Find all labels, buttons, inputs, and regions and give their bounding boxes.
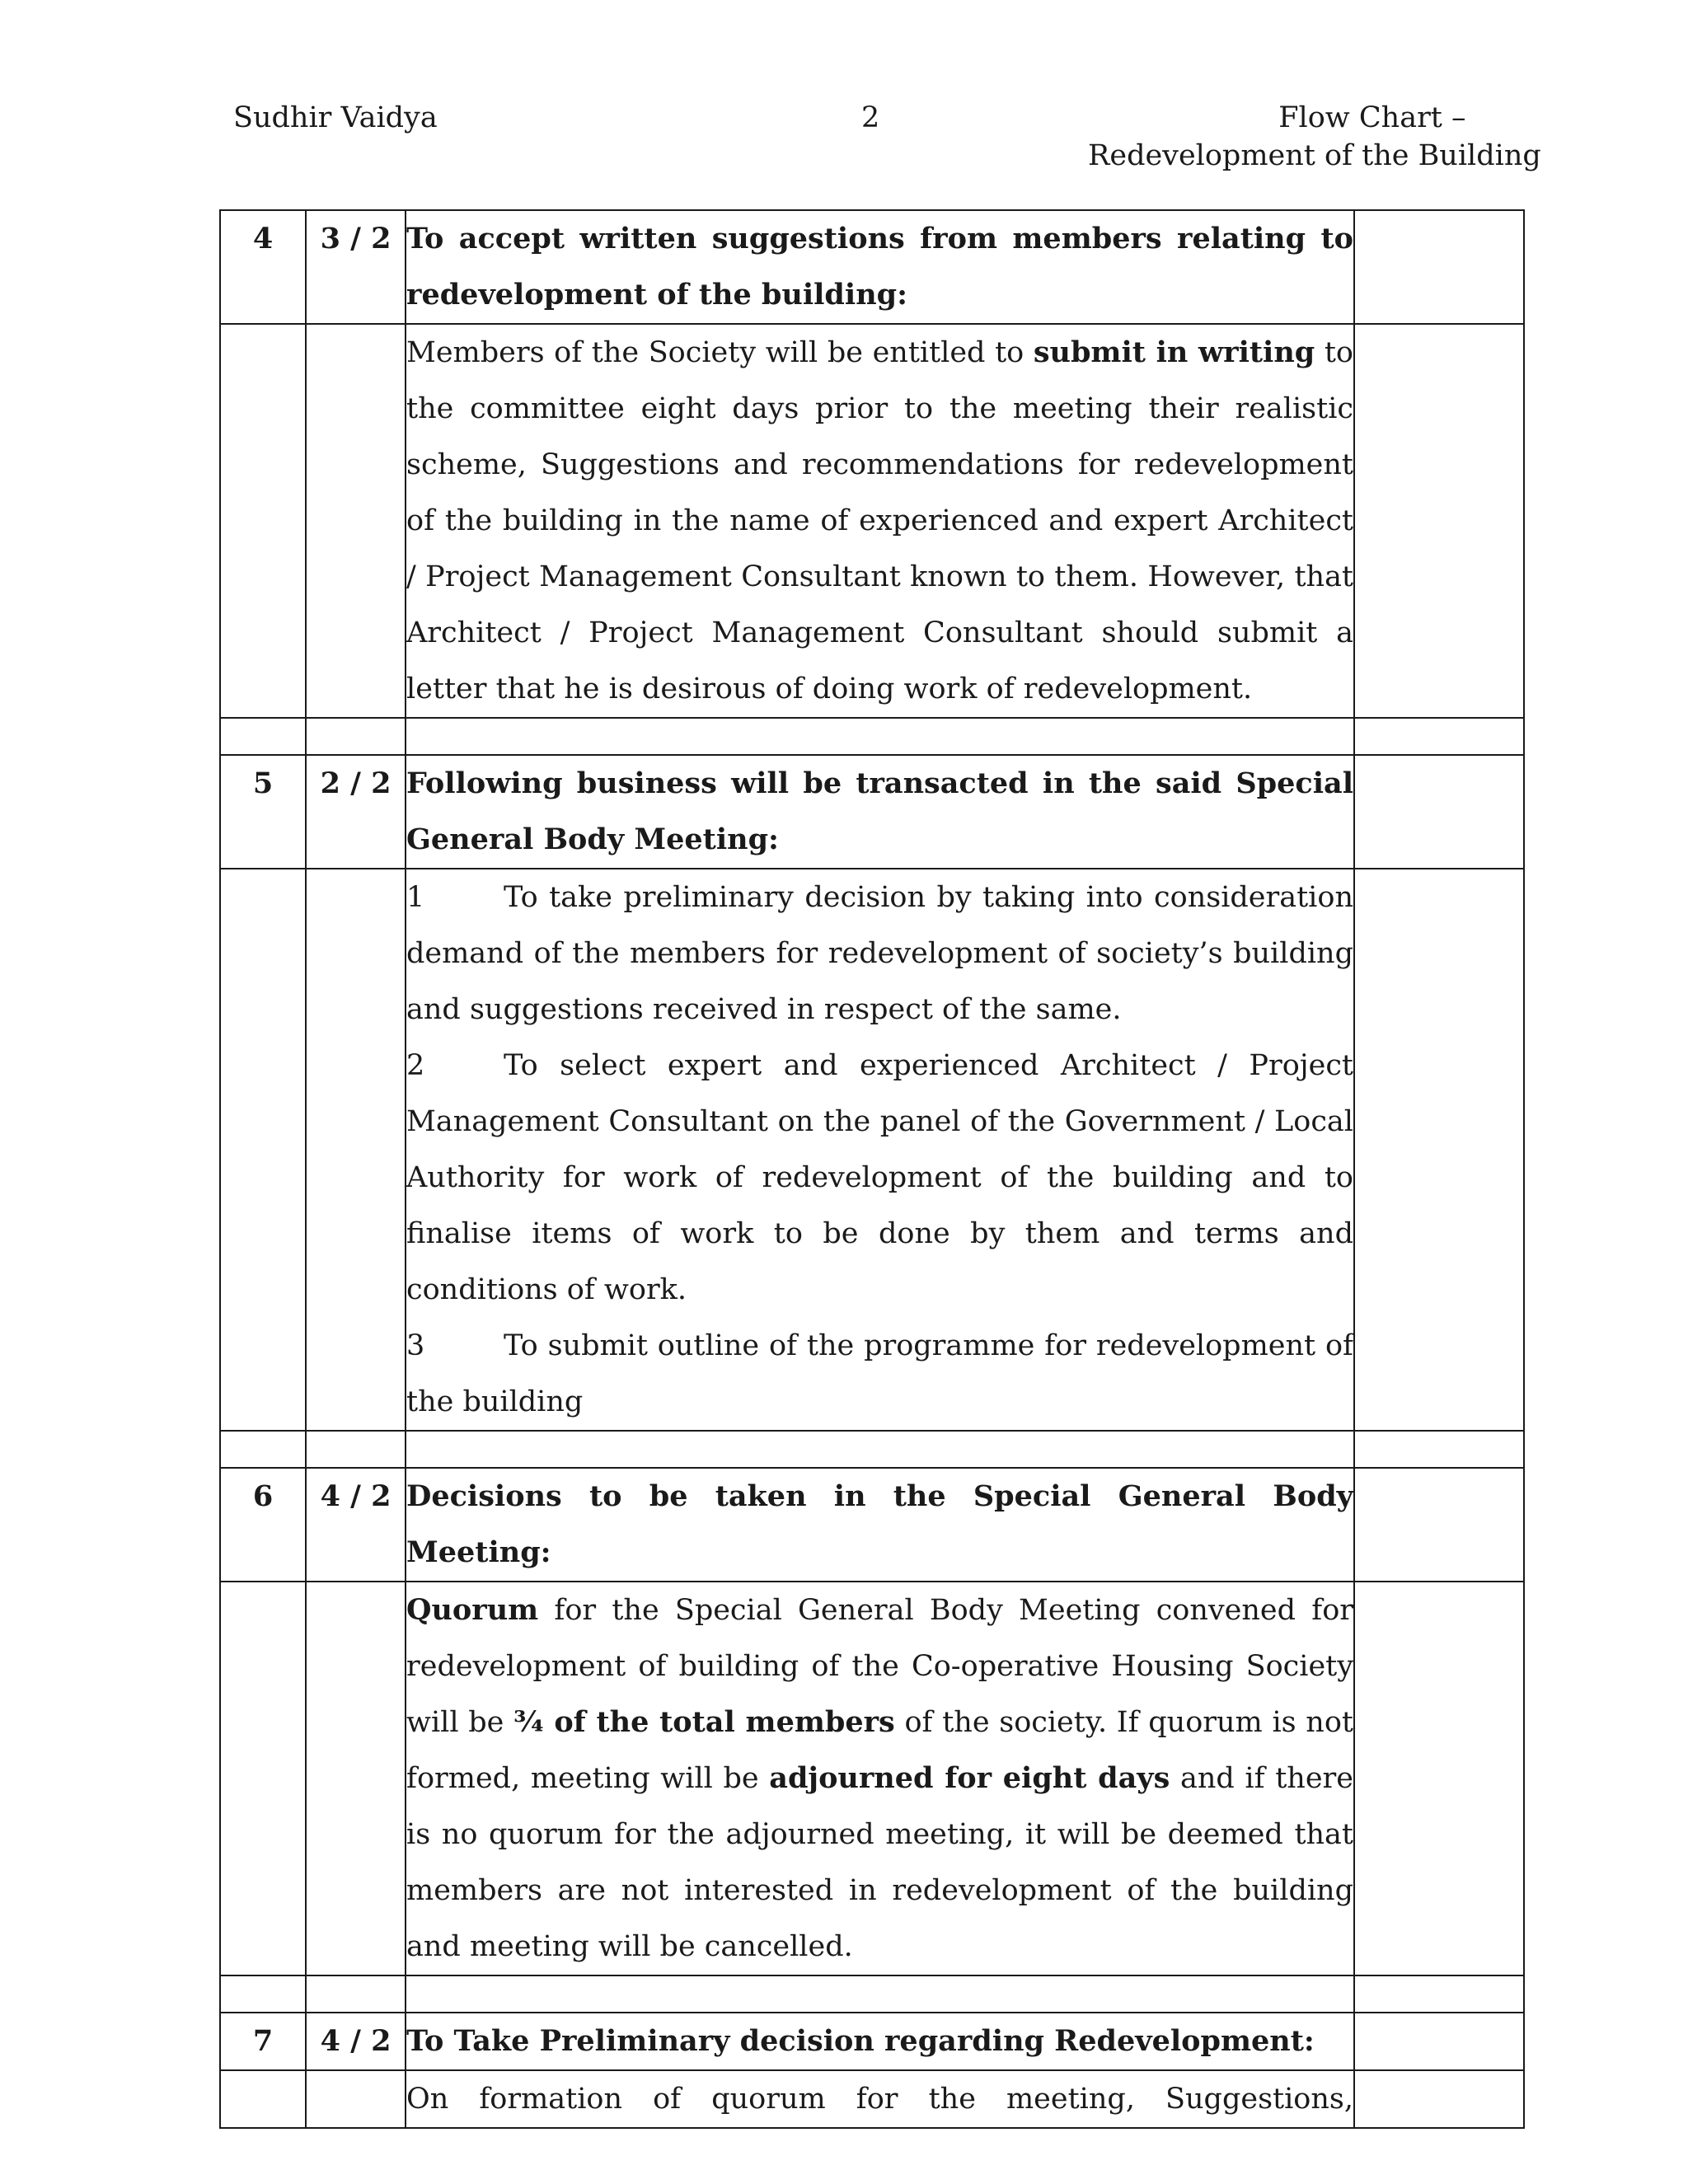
step-description: Quorum for the Special General Body Meeting convened for redevelopment of building of the Co-operative Housing Society will be ¾ of the total members of the society. If quorum is not formed, meeting will be adjourned for eight days and if there is no quorum for the adjourned meeting, it will be deemed that members are not interested in redevelopment of the building and meeting will be cancelled. bbox=[406, 1582, 1354, 1975]
spacer-row bbox=[220, 718, 1524, 755]
header-page-number: 2 bbox=[861, 101, 880, 134]
step-description: Members of the Society will be entitled to submit in writing to the committee eight days prior to the meeting their realistic scheme, Suggestions and recommendations for redevelopment of the building in the name of experienced and expert Architect / Project Management Consultant known to them. However, that Architect / Project Management Consultant should submit a letter that he is desirous of doing work of redevelopment. bbox=[406, 324, 1354, 718]
step-title: To Take Preliminary decision regarding Redevelopment: bbox=[406, 2013, 1354, 2070]
table-row bbox=[220, 2070, 1524, 2128]
remarks-cell bbox=[1354, 755, 1524, 869]
section-reference bbox=[306, 869, 406, 1431]
list-item: 3 To submit outline of the programme for redevelopment of the building bbox=[406, 1329, 1353, 1418]
step-title: Decisions to be taken in the Special General Body Meeting: bbox=[406, 1468, 1354, 1582]
header-title-line1: Flow Chart – bbox=[1278, 101, 1466, 134]
step-title: To accept written suggestions from members relating to redevelopment of the building: bbox=[406, 210, 1354, 324]
section-reference bbox=[306, 2070, 406, 2128]
step-number: 7 bbox=[220, 2013, 306, 2070]
spacer-row bbox=[220, 1431, 1524, 1468]
step-number: 5 bbox=[220, 755, 306, 869]
emphasis-text: adjourned for eight days bbox=[769, 1761, 1170, 1795]
emphasis-text: Quorum bbox=[406, 1593, 539, 1627]
table-row bbox=[220, 210, 1524, 324]
remarks-cell bbox=[1354, 210, 1524, 324]
emphasis-text: submit in writing bbox=[1033, 335, 1315, 369]
table-row bbox=[220, 324, 1524, 718]
header-title-line2: Redevelopment of the Building bbox=[1088, 139, 1541, 172]
step-description: On formation of quorum for the meeting, Suggestions, bbox=[406, 2070, 1354, 2128]
step-number bbox=[220, 1582, 306, 1975]
spacer-row bbox=[220, 1975, 1524, 2013]
step-number bbox=[220, 2070, 306, 2128]
step-number: 4 bbox=[220, 210, 306, 324]
section-reference bbox=[306, 324, 406, 718]
section-reference: 4 / 2 bbox=[306, 2013, 406, 2070]
remarks-cell bbox=[1354, 1468, 1524, 1582]
emphasis-text: ¾ of the total members bbox=[513, 1705, 895, 1739]
section-reference bbox=[306, 1582, 406, 1975]
section-reference: 2 / 2 bbox=[306, 755, 406, 869]
step-number: 6 bbox=[220, 1468, 306, 1582]
remarks-cell bbox=[1354, 2013, 1524, 2070]
table-row bbox=[220, 2013, 1524, 2070]
step-number bbox=[220, 869, 306, 1431]
table-row bbox=[220, 1468, 1524, 1582]
table-row bbox=[220, 1582, 1524, 1975]
step-number bbox=[220, 324, 306, 718]
remarks-cell bbox=[1354, 1582, 1524, 1975]
remarks-cell bbox=[1354, 2070, 1524, 2128]
section-reference: 3 / 2 bbox=[306, 210, 406, 324]
flow-chart-table bbox=[219, 209, 1525, 2129]
header-author: Sudhir Vaidya bbox=[233, 101, 438, 134]
table-row bbox=[220, 755, 1524, 869]
list-item: 2 To select expert and experienced Architect / Project Management Consultant on the panel of the Government / Local Authority for work of redevelopment of the building and to finalise items of work to be done by them and terms and conditions of work. bbox=[406, 1049, 1353, 1306]
section-reference: 4 / 2 bbox=[306, 1468, 406, 1582]
step-title: Following business will be transacted in the said Special General Body Meeting: bbox=[406, 755, 1354, 869]
list-item: 1 To take preliminary decision by taking into consideration demand of the members for redevelopment of society’s building and suggestions received in respect of the same. bbox=[406, 881, 1353, 1026]
remarks-cell bbox=[1354, 869, 1524, 1431]
table-row bbox=[220, 869, 1524, 1431]
business-list bbox=[406, 869, 1354, 1431]
remarks-cell bbox=[1354, 324, 1524, 718]
header-document-title bbox=[1088, 99, 1541, 175]
